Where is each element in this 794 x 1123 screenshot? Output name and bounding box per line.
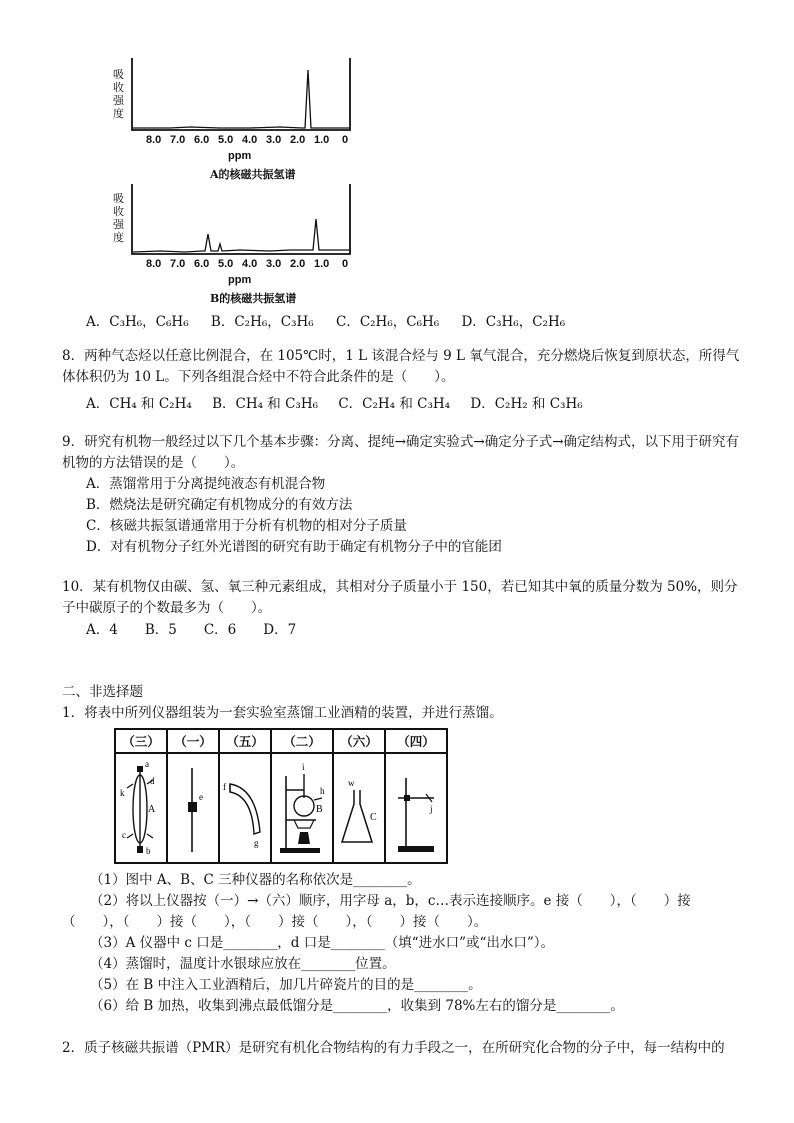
option-b: B．CH₄ 和 C₃H₆ xyxy=(212,396,319,412)
erlenmeyer-drawing xyxy=(334,754,384,858)
tick-label: 0 xyxy=(342,134,349,146)
option-c: C．C₂H₄ 和 C₃H₄ xyxy=(338,396,451,412)
q2-stem: 2．质子核磁共振谱（PMR）是研究有机化合物结构的有力手段之一，在所研究化合物的分子中，每一结构中的 xyxy=(62,1040,725,1056)
q1-part-2-cont: （ ），（ ）接（ ），（ ）接（ ），（ ）接（ ）。 xyxy=(62,914,488,930)
tick-label: 7.0 xyxy=(170,134,186,146)
ylabel-char: 度 xyxy=(113,107,124,120)
q9-option-c: C．核磁共振氢谱通常用于分析有机物的相对分子质量 xyxy=(86,518,407,534)
spectrum-a-trace xyxy=(133,70,350,128)
letter-e: e xyxy=(199,792,203,802)
letter-j: j xyxy=(430,804,433,814)
tick-label: 6.0 xyxy=(194,258,210,270)
tick-label: 3.0 xyxy=(266,258,282,270)
spectrum-b-xlabel: ppm xyxy=(228,274,252,286)
flask-cell xyxy=(271,753,333,863)
spectrum-b-caption: B的核磁共振氢谱 xyxy=(210,292,297,305)
spectrum-b-ylabel xyxy=(113,192,124,244)
option-c: C．C₂H₆，C₆H₆ xyxy=(335,314,440,330)
spectrum-a-caption: A的核磁共振氢谱 xyxy=(210,168,296,181)
condenser-drawing xyxy=(116,754,166,858)
tube-cell xyxy=(167,753,219,863)
q1-stem: 1．将表中所列仪器组装为一套实验室蒸馏工业酒精的装置，并进行蒸馏。 xyxy=(62,705,503,721)
letter-k: k xyxy=(120,788,125,798)
letter-i: i xyxy=(302,762,305,772)
spectrum-b-trace xyxy=(133,219,350,252)
tick-label: 3.0 xyxy=(266,134,282,146)
tube-drawing xyxy=(168,754,218,858)
ylabel-char: 吸 xyxy=(113,192,124,205)
stand-cell xyxy=(385,753,447,863)
ylabel-char: 度 xyxy=(113,231,124,244)
tick-label: 6.0 xyxy=(194,134,210,146)
tick-label: 2.0 xyxy=(290,258,306,270)
condenser-cell xyxy=(115,753,167,863)
adapter-cell xyxy=(219,753,271,863)
q1-part-6: （6）给 B 加热，收集到沸点最低馏分是________，收集到 78%左右的馏分是________。 xyxy=(90,998,624,1014)
header-cell: （四） xyxy=(385,729,447,753)
letter-b: b xyxy=(146,846,151,856)
header-cell: （五） xyxy=(219,729,271,753)
tick-label: 1.0 xyxy=(314,134,330,146)
tick-label: 8.0 xyxy=(146,134,162,146)
ylabel-char: 强 xyxy=(113,94,124,107)
flask-drawing xyxy=(272,754,332,858)
spectrum-b-plot xyxy=(130,184,352,258)
apparatus-picture-row xyxy=(115,753,447,863)
option-a: A．CH₄ 和 C₂H₄ xyxy=(86,396,192,412)
letter-w: w xyxy=(348,778,355,788)
q10-options: A．4 B．5 C．6 D．7 xyxy=(86,622,297,638)
letter-c: c xyxy=(122,830,126,840)
q1-part-5: （5）在 B 中注入工业酒精后，加几片碎瓷片的目的是________。 xyxy=(90,977,482,993)
option-d: D．C₂H₂ 和 C₃H₆ xyxy=(470,396,583,412)
q1-part-3: （3）A 仪器中 c 口是________，d 口是________（填“进水口”或“出水口”）。 xyxy=(90,935,555,951)
q9-stem: 9．研究有机物一般经过以下几个基本步骤：分离、提纯→确定实验式→确定分子式→确定结构式，以下用于研究有机物的方法错误的是（ ）。 xyxy=(62,434,740,471)
option-a: A．C₃H₆，C₆H₆ xyxy=(86,314,189,330)
letter-d: d xyxy=(150,776,155,786)
letter-a: a xyxy=(145,759,149,769)
tick-label: 5.0 xyxy=(218,134,234,146)
apparatus-table xyxy=(114,728,448,864)
ylabel-char: 强 xyxy=(113,218,124,231)
ylabel-char: 收 xyxy=(113,205,124,218)
tick-label: 8.0 xyxy=(146,258,162,270)
q8-stem: 8．两种气态烃以任意比例混合，在 105℃时，1 L 该混合烃与 9 L 氧气混合，充分燃烧后恢复到原状态，所得气体体积仍为 10 L。下列各组混合烃中不符合此条件的是（ ）。 xyxy=(62,348,740,385)
stand-drawing xyxy=(386,754,446,858)
apparatus-header-row xyxy=(115,729,447,753)
q1-part-1: （1）图中 A、B、C 三种仪器的名称依次是________。 xyxy=(90,872,421,888)
option-b: B．C₂H₆，C₃H₆ xyxy=(210,314,314,330)
spectrum-b-frame xyxy=(132,184,350,254)
q7-options xyxy=(86,310,565,330)
tick-label: 0 xyxy=(342,258,349,270)
tick-label: 4.0 xyxy=(242,134,258,146)
spectrum-a-ylabel xyxy=(113,68,124,120)
adapter-drawing xyxy=(220,754,270,858)
spectrum-a-plot xyxy=(130,58,352,134)
spectrum-a-xlabel: ppm xyxy=(228,150,252,162)
q1-part-4: （4）蒸馏时，温度计水银球应放在________位置。 xyxy=(90,956,396,972)
tick-label: 7.0 xyxy=(170,258,186,270)
ylabel-char: 吸 xyxy=(113,68,124,81)
tick-label: 4.0 xyxy=(242,258,258,270)
letter-f: f xyxy=(223,782,226,792)
spectrum-a-frame xyxy=(132,58,350,130)
letter-B: B xyxy=(316,804,323,815)
letter-h: h xyxy=(320,786,325,796)
q10-stem: 10．某有机物仅由碳、氢、氧三种元素组成，其相对分子质量小于 150，若已知其中氧的质量分数为 50%，则分子中碳原子的个数最多为（ ）。 xyxy=(62,579,738,616)
q9-option-a: A．蒸馏常用于分离提纯液态有机混合物 xyxy=(86,476,326,492)
header-cell: （六） xyxy=(333,729,385,753)
letter-g: g xyxy=(254,838,259,848)
ylabel-char: 收 xyxy=(113,81,124,94)
letter-C: C xyxy=(370,812,377,823)
letter-A: A xyxy=(148,804,156,815)
tick-label: 1.0 xyxy=(314,258,330,270)
q9-option-d: D．对有机物分子红外光谱图的研究有助于确定有机物分子中的官能团 xyxy=(86,539,502,555)
section-title: 二、非选择题 xyxy=(62,684,143,700)
q9-option-b: B．燃烧法是研究确定有机物成分的有效方法 xyxy=(86,497,353,513)
header-cell: （二） xyxy=(271,729,333,753)
option-d: D．C₃H₆，C₂H₆ xyxy=(461,314,566,330)
q1-part-2: （2）将以上仪器按（一）→（六）顺序，用字母 a，b，c…表示连接顺序。e 接（ ），（ ）接 xyxy=(90,893,691,909)
q8-options xyxy=(86,392,583,412)
header-cell: （一） xyxy=(167,729,219,753)
tick-label: 2.0 xyxy=(290,134,306,146)
erlenmeyer-cell xyxy=(333,753,385,863)
tick-label: 5.0 xyxy=(218,258,234,270)
header-cell: （三） xyxy=(115,729,167,753)
